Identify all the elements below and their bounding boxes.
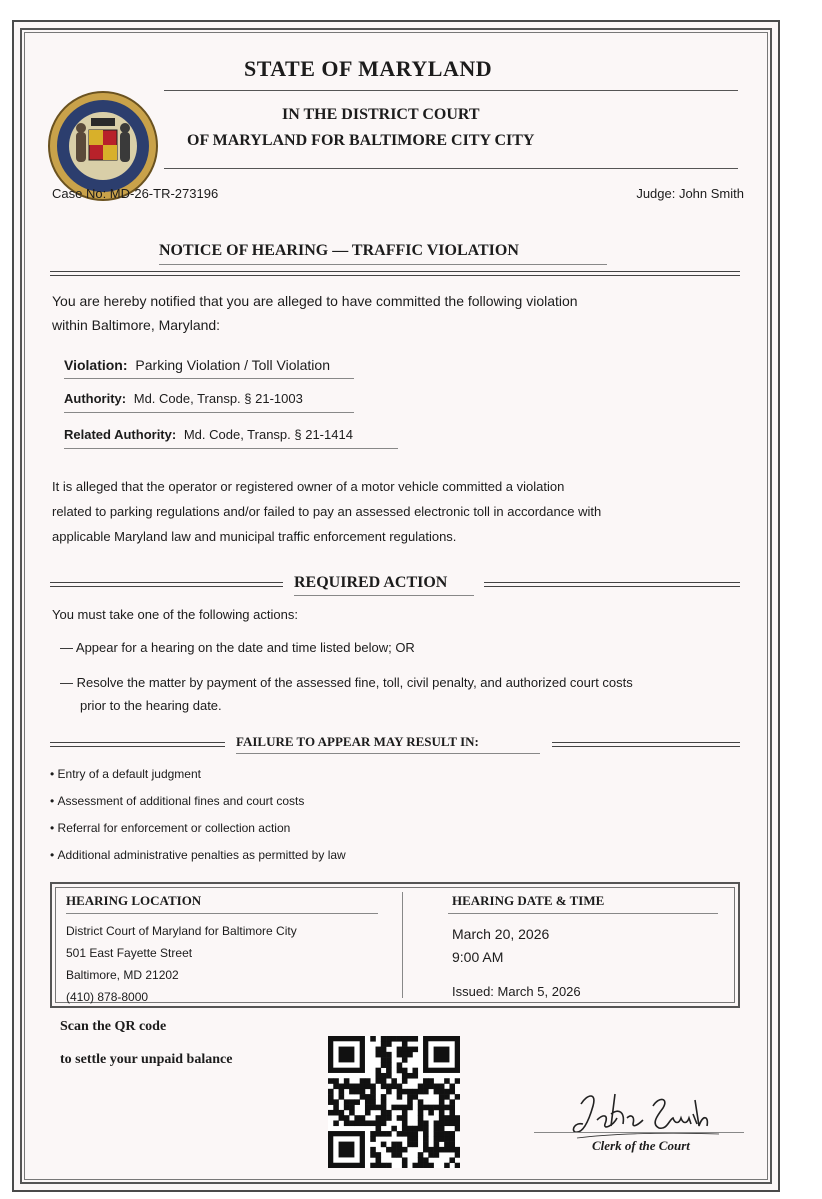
authority-row [64,391,303,406]
hearing-box-divider [402,892,403,998]
failure-item: • Entry of a default judgment [50,767,201,781]
qr-caption-1: Scan the QR code [60,1019,167,1034]
signature-line [534,1132,744,1133]
failure-item-text: Referral for enforcement or collection action [57,821,291,835]
required-action-option-1: — Appear for a hearing on the date and time listed below; OR [60,640,415,655]
violation-value: Parking Violation / Toll Violation [135,357,330,373]
hearing-time-heading: HEARING DATE & TIME [452,893,605,908]
hearing-location-line: Baltimore, MD 21202 [66,968,179,982]
hearing-date: March 20, 2026 [452,926,550,942]
related-authority-underline [64,448,398,449]
case-number: Case No: MD-26-TR-273196 [52,186,219,201]
qr-caption-2: to settle your unpaid balance [60,1052,233,1067]
hearing-time: 9:00 AM [452,949,504,965]
header-rule-top [164,90,738,91]
intro-line-2: within Baltimore, Maryland: [52,317,221,333]
failure-item: • Assessment of additional fines and court costs [50,794,305,808]
failure-item: • Referral for enforcement or collection action [50,821,291,835]
failure-underline [236,753,540,754]
violation-label: Violation: [64,357,128,373]
notice-title: NOTICE OF HEARING — TRAFFIC VIOLATION [159,242,519,259]
related-authority-row [64,427,353,442]
required-action-underline [294,595,474,596]
notice-title-underline [159,264,607,265]
related-authority-value: Md. Code, Transp. § 21-1414 [183,427,353,442]
failure-item-text: Entry of a default judgment [57,767,201,781]
signature-name [592,1092,596,1093]
related-authority-label: Related Authority: [64,427,177,442]
violation-row [64,357,330,373]
hearing-location-line: District Court of Maryland for Baltimore City [66,924,297,938]
required-action-option-2a: — Resolve the matter by payment of the assessed fine, toll, civil penalty, and authorized court costs [60,675,633,690]
signature-icon [569,1084,724,1146]
notice-divider [50,271,740,276]
hearing-time-underline [448,913,718,914]
violation-underline [64,378,354,379]
failure-heading: FAILURE TO APPEAR MAY RESULT IN: [236,734,479,749]
failure-item: • Additional administrative penalties as permitted by law [50,848,346,862]
required-action-rule-right [484,582,740,587]
state-title: STATE OF MARYLAND [244,56,493,81]
allegation-line-2: related to parking regulations and/or failed to pay an assessed electronic toll in accordance with [52,504,602,519]
signature-title: Clerk of the Court [592,1138,690,1153]
hearing-location-underline [66,913,378,914]
notice-document [12,20,780,1192]
authority-value: Md. Code, Transp. § 21-1003 [133,391,303,406]
required-action-rule-left [50,582,283,587]
allegation-line-3: applicable Maryland law and municipal traffic enforcement regulations. [52,529,457,544]
allegation-line-1: It is alleged that the operator or registered owner of a motor vehicle committed a violation [52,479,565,494]
authority-underline [64,412,354,413]
header-rule-bottom [164,168,738,169]
court-line-2: OF MARYLAND FOR BALTIMORE CITY CITY [187,132,535,149]
hearing-box [50,882,740,1008]
required-action-heading: REQUIRED ACTION [294,574,448,591]
authority-label: Authority: [64,391,127,406]
intro-line-1: You are hereby notified that you are alleged to have committed the following violation [52,293,578,309]
hearing-location-line: (410) 878-8000 [66,990,149,1004]
failure-item-text: Assessment of additional fines and court costs [57,794,305,808]
required-action-option-2b: prior to the hearing date. [80,698,222,713]
qr-code-icon[interactable] [328,1036,460,1168]
judge-name: Judge: John Smith [636,186,744,201]
hearing-location-line: 501 East Fayette Street [66,946,193,960]
required-action-intro: You must take one of the following actions: [52,607,298,622]
failure-item-text: Additional administrative penalties as permitted by law [57,848,346,862]
court-line-1: IN THE DISTRICT COURT [282,106,480,123]
failure-rule-left [50,742,225,747]
hearing-location-heading: HEARING LOCATION [66,893,202,908]
issued-date: Issued: March 5, 2026 [452,984,581,999]
failure-rule-right [552,742,740,747]
